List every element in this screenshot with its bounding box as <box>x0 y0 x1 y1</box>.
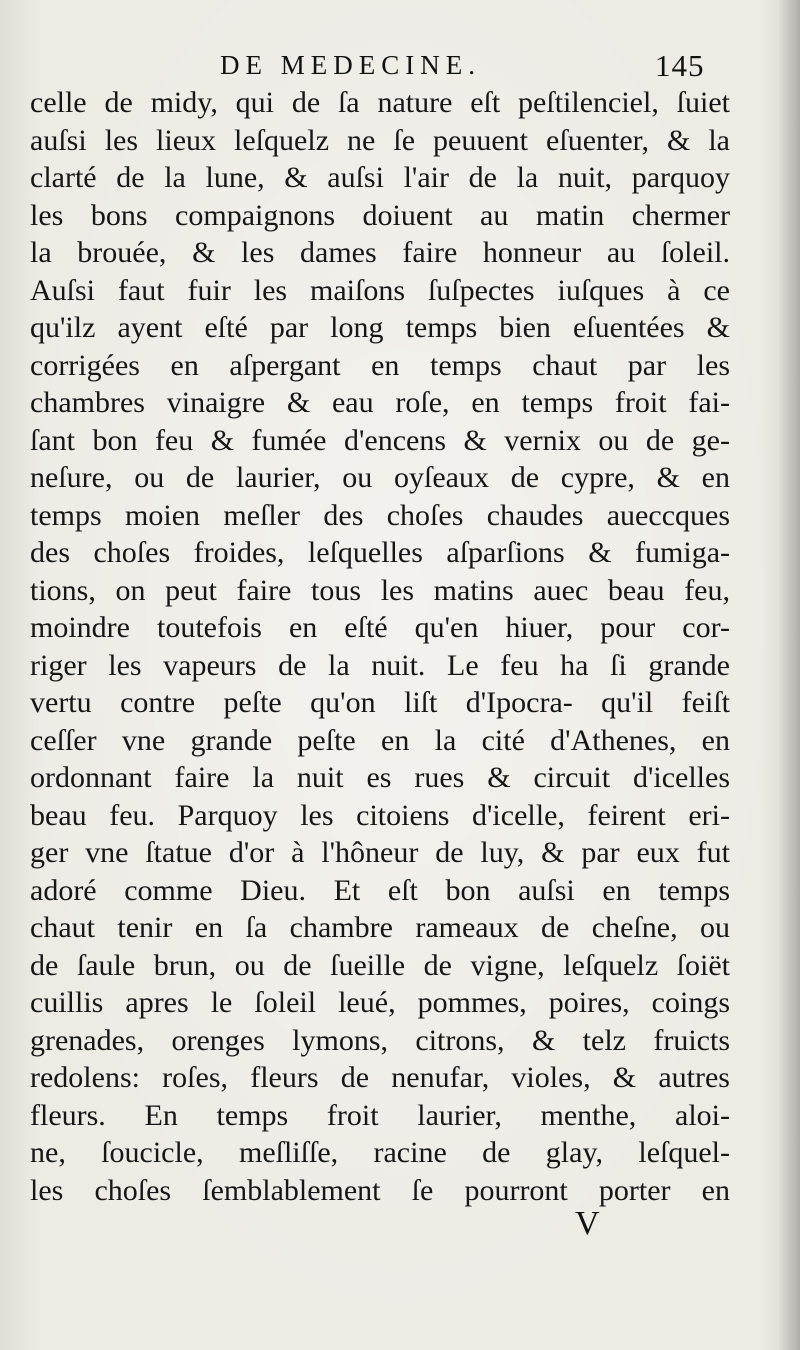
text-line: auſsi les lieux leſquelz ne ſe peuuent eſuenter, & la <box>30 123 730 157</box>
text-line: riger les vapeurs de la nuit. Le feu ha ſi grande <box>30 648 730 682</box>
text-line: ceſſer vne grande peſte en la cité d'Athenes, en <box>30 723 730 757</box>
text-line: corrigées en aſpergant en temps chaut par les <box>30 348 730 382</box>
text-line: cuillis apres le ſoleil leué, pommes, poires, coings <box>30 986 730 1019</box>
text-line: ger vne ſtatue d'or à l'hôneur de luy, & par eux fut <box>30 836 730 869</box>
text-line: des choſes froides, leſquelles aſparſions & fumiga- <box>30 536 730 569</box>
text-line: chambres vinaigre & eau roſe, en temps froit fai- <box>30 386 730 419</box>
text-line: Auſsi faut fuir les maiſons ſuſpectes iuſques à ce <box>30 273 730 307</box>
text-line: moindre toutefois en eſté qu'en hiuer, pour cor- <box>30 611 730 644</box>
text-line: redolens: roſes, fleurs de nenufar, violes, & autres <box>30 1061 730 1094</box>
text-line: ſant bon feu & fumée d'encens & vernix ou de ge- <box>30 423 730 457</box>
text-line: vertu contre peſte qu'on liſt d'Ipocra- qu'il feiſt <box>30 686 730 719</box>
text-line: de ſaule brun, ou de ſueille de vigne, leſquelz ſoiët <box>30 948 730 982</box>
text-line: la brouée, & les dames faire honneur au ſoleil. <box>30 236 730 269</box>
text-line: chaut tenir en ſa chambre rameaux de cheſne, ou <box>30 911 730 944</box>
text-line: fleurs. En temps froit laurier, menthe, aloi- <box>30 1098 730 1132</box>
text-line: tions, on peut faire tous les matins auec beau feu, <box>30 573 730 607</box>
text-line: temps moien meſler des choſes chaudes aueccques <box>30 498 730 532</box>
text-line: neſure, ou de laurier, ou oyſeaux de cypre, & en <box>30 461 730 494</box>
running-title: DE MEDECINE. <box>220 50 481 80</box>
text-line: les bons compaignons doiuent au matin chermer <box>30 198 730 232</box>
body-text <box>30 84 730 1209</box>
text-line: ne, ſoucicle, meſliſſe, racine de glay, leſquel- <box>30 1136 730 1169</box>
text-line: beau feu. Parquoy les citoiens d'icelle, feirent eri- <box>30 798 730 832</box>
text-line: ordonnant faire la nuit es rues & circuit d'icelles <box>30 761 730 794</box>
text-line: celle de midy, qui de ſa nature eſt peſtilenciel, ſuiet <box>30 86 730 119</box>
text-line: qu'ilz ayent eſté par long temps bien eſuentées & <box>30 311 730 344</box>
text-line: clarté de la lune, & auſsi l'air de la nuit, parquoy <box>30 161 730 194</box>
page-number: 145 <box>655 48 705 83</box>
text-line: les choſes ſemblablement ſe pourront porter en <box>30 1173 730 1207</box>
text-line: adoré comme Dieu. Et eſt bon auſsi en temps <box>30 873 730 907</box>
page-edge-shadow <box>778 0 800 1350</box>
text-line: grenades, orenges lymons, citrons, & telz fruicts <box>30 1023 730 1057</box>
signature-mark: V <box>575 1205 600 1242</box>
